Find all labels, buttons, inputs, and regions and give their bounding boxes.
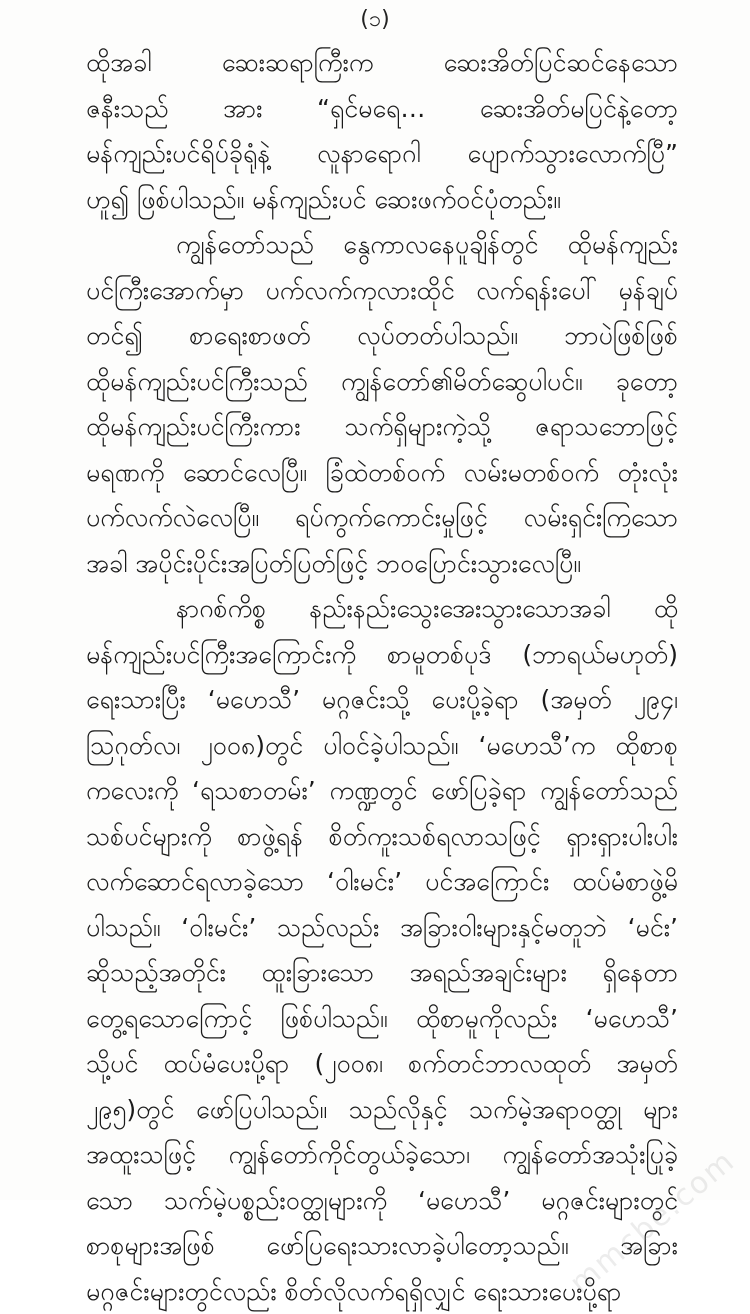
text-line: ကျွန်တော်သည် နွေကာလနေပူချိန်တွင် ထိုမန်ကျည်း [86, 222, 678, 268]
text-line: ကလေးကို ‘ရသစာတမ်း’ ကဏ္ဍတွင် ဖော်ပြခဲ့ရာ ကျွန်တော်သည် [86, 768, 678, 814]
text-line: ဇနီးသည် အား “ရှင်မရေ… ဆေးအိတ်မပြင်နဲ့တော့ [86, 86, 678, 132]
text-line: မရဏကို ဆောင်လေပြီ။ ခြံထဲတစ်ဝက် လမ်းမတစ်ဝက် တုံးလုံး [86, 450, 678, 496]
text-line: မန်ကျည်းပင်ရိပ်ခိုရုံနဲ့ လူနာရောဂါ ပျောက်သွားလောက်ပြီ” [86, 131, 678, 177]
page-number: (၁) [0, 6, 750, 34]
paragraph [86, 40, 678, 222]
text-line: သို့ပင် ထပ်မံပေးပို့ရာ (၂၀၀၈၊ စက်တင်ဘာလထုတ် အမှတ် [86, 1041, 678, 1087]
text-line: ပင်ကြီးအောက်မှာ ပက်လက်ကုလားထိုင် လက်ရန်းပေါ် မှန်ချပ် [86, 268, 678, 314]
text-line: ၂၉၅)တွင် ဖော်ပြပါသည်။ သည်လိုနှင့် သက်မဲ့အရာဝတ္ထု များ [86, 1087, 678, 1133]
text-line: ထိုမန်ကျည်းပင်ကြီးကား သက်ရှိများကဲ့သို့ ဇရာသဘောဖြင့် [86, 404, 678, 450]
text-line: ထိုအခါ ဆေးဆရာကြီးက ဆေးအိတ်ပြင်ဆင်နေသော [86, 40, 678, 86]
text-line: ဟူ၍ ဖြစ်ပါသည်။ မန်ကျည်းပင် ဆေးဖက်ဝင်ပုံတည်း။ [86, 177, 678, 223]
text-line: မန်ကျည်းပင်ကြီးအကြောင်းကို စာမူတစ်ပုဒ် (ဘာရယ်မဟုတ်) [86, 632, 678, 678]
text-line: သစ်ပင်များကို စာဖွဲ့ရန် စိတ်ကူးသစ်ရလာသဖြင့် ရှားရှားပါးပါး [86, 814, 678, 860]
text-line: သော သက်မဲ့ပစ္စည်းဝတ္ထုများကို ‘မဟေသီ’ မဂ္ဂဇင်းများတွင် [86, 1178, 678, 1224]
paragraph [86, 222, 678, 586]
text-line: လက်ဆောင်ရလာခဲ့သော ‘ဝါးမင်း’ ပင်အကြောင်း ထပ်မံစာဖွဲ့မိ [86, 859, 678, 905]
text-line: အထူးသဖြင့် ကျွန်တော်ကိုင်တွယ်ခဲ့သော၊ ကျွန်တော်အသုံးပြုခဲ့ [86, 1132, 678, 1178]
text-line: တွေ့ရသောကြောင့် ဖြစ်ပါသည်။ ထိုစာမူကိုလည်း ‘မဟေသီ’ [86, 996, 678, 1042]
text-line: ပက်လက်လဲလေပြီ။ ရပ်ကွက်ကောင်းမှုဖြင့် လမ်းရှင်းကြသော [86, 495, 678, 541]
watermark: mmcbe.com [563, 1143, 742, 1301]
text-line: ဩဂုတ်လ၊ ၂၀၀၈)တွင် ပါဝင်ခဲ့ပါသည်။ ‘မဟေသီ’က ထိုစာစု [86, 723, 678, 769]
text-line: အခါ အပိုင်းပိုင်းအပြတ်ပြတ်ဖြင့် ဘဝပြောင်းသွားလေပြီ။ [86, 541, 678, 587]
text-line: ထိုမန်ကျည်းပင်ကြီးသည် ကျွန်တော်၏မိတ်ဆွေပါပင်။ ခုတော့ [86, 359, 678, 405]
text-line: ဆိုသည့်အတိုင်း ထူးခြားသော အရည်အချင်းများ ရှိနေတာ [86, 950, 678, 996]
body-text [86, 40, 678, 1314]
text-line: မဂ္ဂဇင်းများတွင်လည်း စိတ်လိုလက်ရရှိလျှင် ရေးသားပေးပို့ရာ [86, 1269, 678, 1314]
text-line: ရေးသားပြီး ‘မဟေသီ’ မဂ္ဂဇင်းသို့ ပေးပို့ခဲ့ရာ (အမှတ် ၂၉၄၊ [86, 677, 678, 723]
text-line: နာဂစ်ကိစ္စ နည်းနည်းသွေးအေးသွားသောအခါ ထို [86, 586, 678, 632]
text-line: တင်၍ စာရေးစာဖတ် လုပ်တတ်ပါသည်။ ဘာပဲဖြစ်ဖြစ် [86, 313, 678, 359]
paragraph [86, 586, 678, 1314]
text-line: ပါသည်။ ‘ဝါးမင်း’ သည်လည်း အခြားဝါးများနှင့်မတူဘဲ ‘မင်း’ [86, 905, 678, 951]
text-line: စာစုများအဖြစ် ဖော်ပြရေးသားလာခဲ့ပါတော့သည်။ အခြား [86, 1223, 678, 1269]
